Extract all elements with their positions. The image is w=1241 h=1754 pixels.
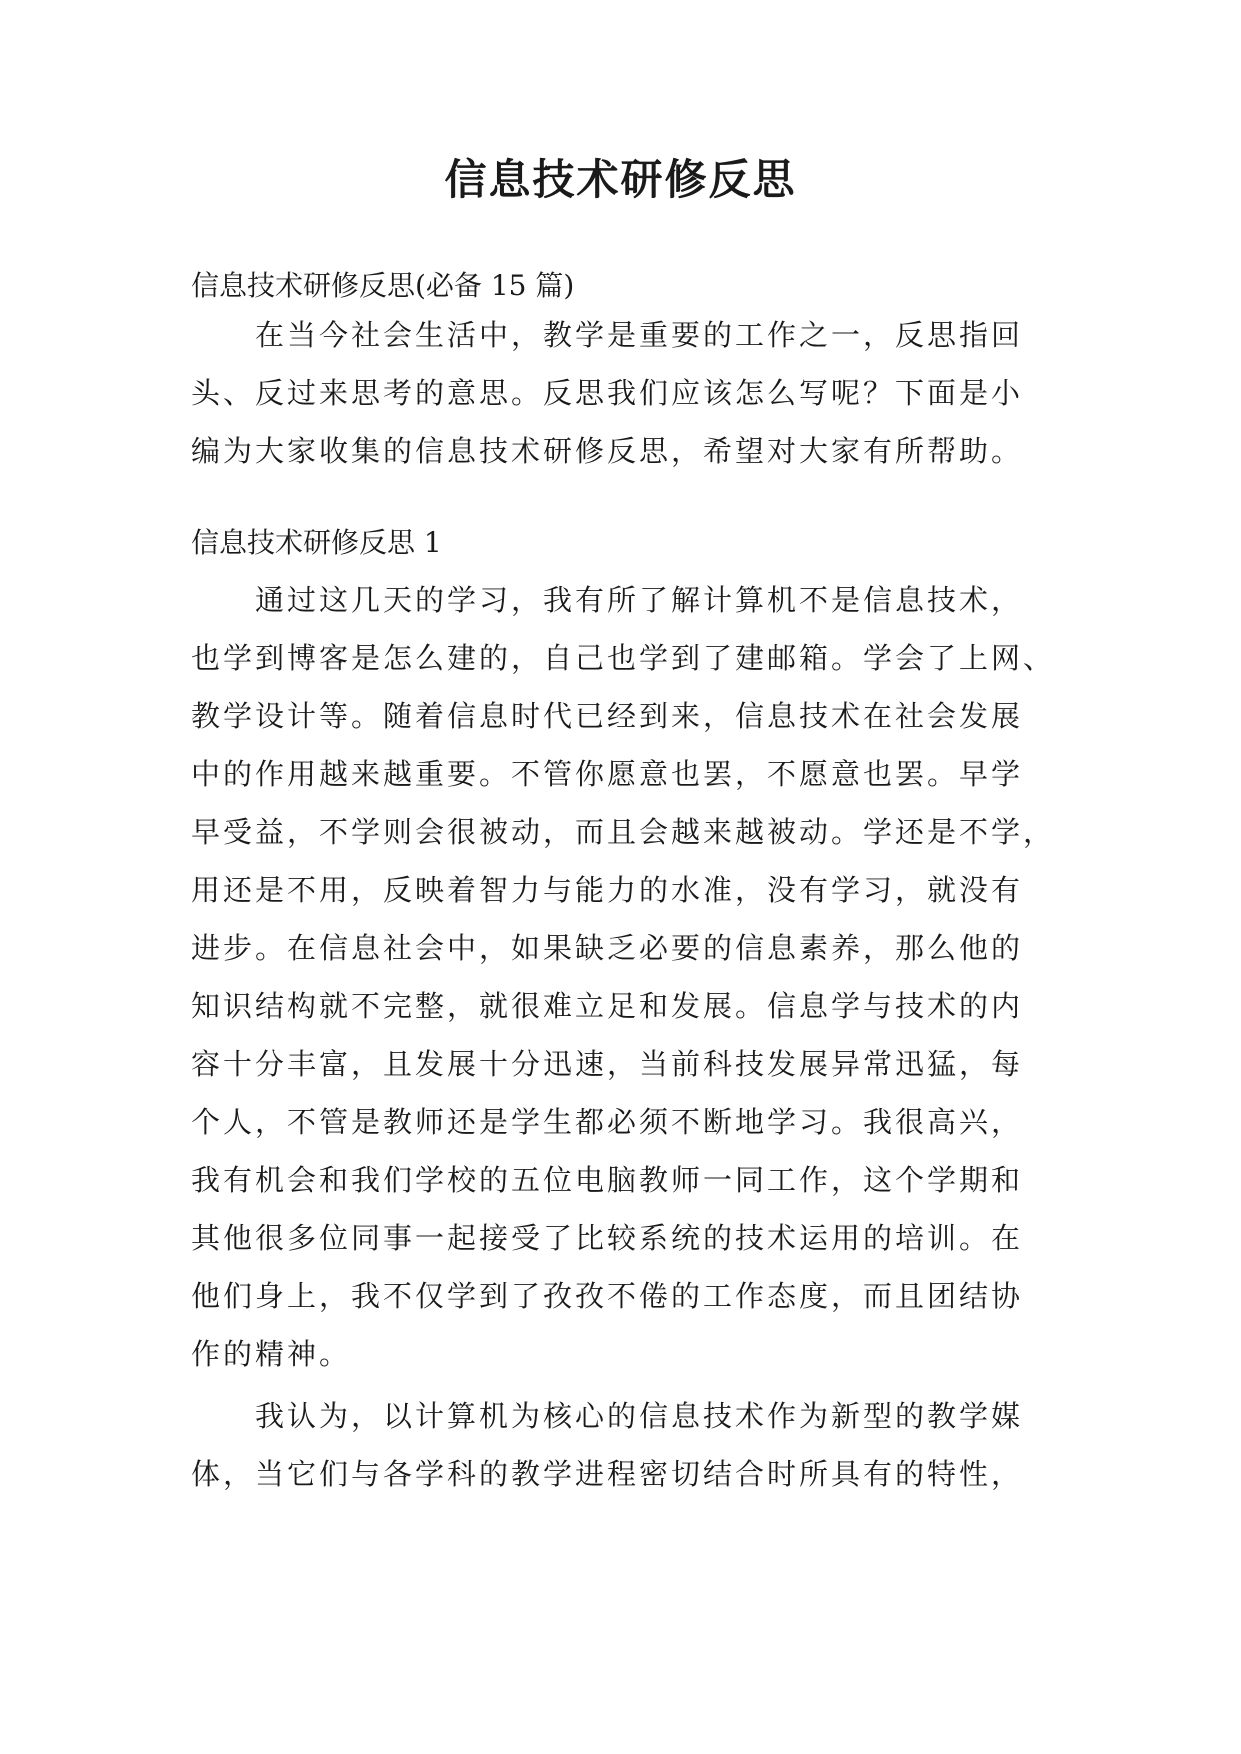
paragraph-line: 也学到博客是怎么建的，自己也学到了建邮箱。学会了上网、: [191, 641, 1056, 675]
paragraph-line: 早受益，不学则会很被动，而且会越来越被动。学还是不学，: [191, 815, 1056, 849]
paragraph-line: 中的作用越来越重要。不管你愿意也罢，不愿意也罢。早学: [191, 757, 1024, 791]
paragraph-line: 编为大家收集的信息技术研修反思，希望对大家有所帮助。: [191, 434, 1024, 468]
paragraph-line: 用还是不用，反映着智力与能力的水准，没有学习，就没有: [191, 873, 1024, 907]
paragraph-line: 教学设计等。随着信息时代已经到来，信息技术在社会发展: [191, 699, 1024, 733]
paragraph-line: 容十分丰富，且发展十分迅速，当前科技发展异常迅猛，每: [191, 1047, 1024, 1081]
section-heading: 信息技术研修反思 1: [191, 526, 442, 559]
paragraph-line: 作的精神。: [191, 1337, 352, 1371]
paragraph-line: 头、反过来思考的意思。反思我们应该怎么写呢？下面是小: [191, 376, 1024, 410]
paragraph-line: 个人，不管是教师还是学生都必须不断地学习。我很高兴，: [191, 1105, 1024, 1139]
paragraph-line: 我认为，以计算机为核心的信息技术作为新型的教学媒: [255, 1399, 1024, 1433]
paragraph-line: 我有机会和我们学校的五位电脑教师一同工作，这个学期和: [191, 1163, 1024, 1197]
document-subtitle: 信息技术研修反思(必备 15 篇): [191, 269, 575, 302]
intro-paragraph: [191, 306, 1071, 480]
paragraph-line: 知识结构就不完整，就很难立足和发展。信息学与技术的内: [191, 989, 1024, 1023]
section1-paragraph-1: [191, 571, 1071, 1383]
paragraph-line: 在当今社会生活中，教学是重要的工作之一，反思指回: [255, 318, 1024, 352]
paragraph-line: 进步。在信息社会中，如果缺乏必要的信息素养，那么他的: [191, 931, 1024, 965]
section1-paragraph-2: [191, 1387, 1071, 1503]
document-title: 信息技术研修反思: [444, 155, 797, 204]
paragraph-line: 通过这几天的学习，我有所了解计算机不是信息技术，: [255, 583, 1024, 617]
paragraph-line: 体，当它们与各学科的教学进程密切结合时所具有的特性，: [191, 1457, 1024, 1491]
paragraph-line: 其他很多位同事一起接受了比较系统的技术运用的培训。在: [191, 1221, 1024, 1255]
paragraph-line: 他们身上，我不仅学到了孜孜不倦的工作态度，而且团结协: [191, 1279, 1024, 1313]
